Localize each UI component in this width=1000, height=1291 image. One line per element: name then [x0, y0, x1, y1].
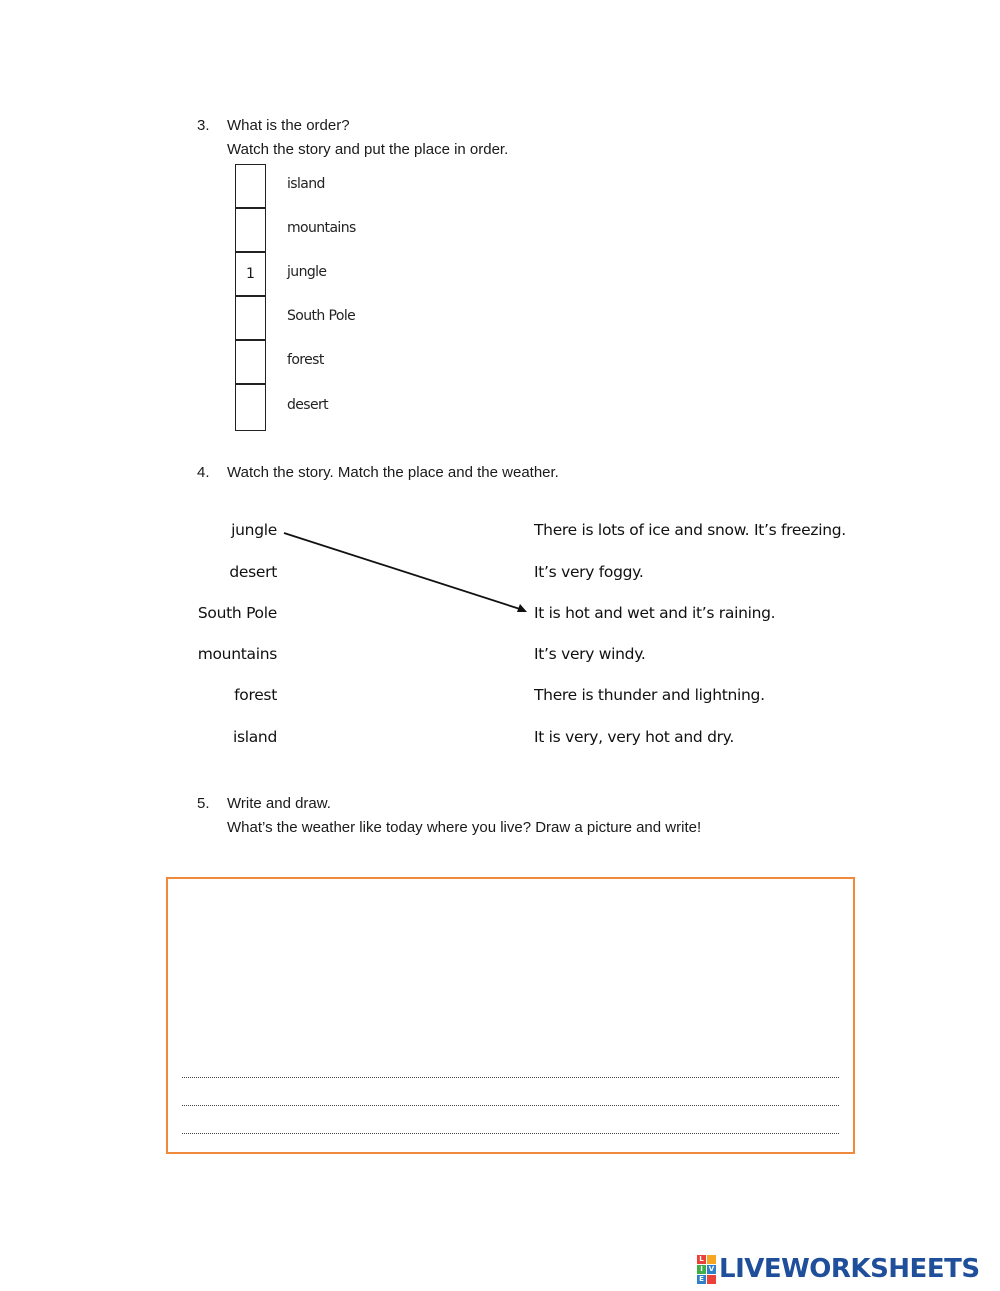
weather-thunder-lightning[interactable]: There is thunder and lightning.: [534, 686, 765, 704]
order-label-jungle: jungle: [287, 264, 327, 280]
weather-ice-snow[interactable]: There is lots of ice and snow. It’s freezing.: [534, 521, 846, 539]
order-label-island: island: [287, 176, 325, 192]
order-label-mountains: mountains: [287, 220, 356, 236]
place-mountains[interactable]: mountains: [197, 645, 277, 663]
place-jungle[interactable]: jungle: [231, 521, 277, 539]
arrow-head: [517, 604, 527, 612]
place-island[interactable]: island: [232, 728, 277, 746]
weather-hot-dry[interactable]: It is very, very hot and dry.: [534, 728, 734, 746]
order-box-jungle[interactable]: 1: [235, 252, 266, 296]
logo-squares-icon: [697, 1255, 716, 1284]
writing-line-2[interactable]: [182, 1105, 839, 1106]
q3-title: What is the order?: [227, 117, 350, 134]
logo-text: LIVEWORKSHEETS: [719, 1254, 980, 1284]
writing-line-1[interactable]: [182, 1077, 839, 1078]
order-label-desert: desert: [287, 397, 329, 413]
q5-instruction: What’s the weather like today where you live? Draw a picture and write!: [227, 819, 702, 836]
order-label-south-pole: South Pole: [287, 308, 356, 324]
weather-foggy[interactable]: It’s very foggy.: [534, 563, 644, 581]
logo-letter-e: E: [697, 1275, 706, 1284]
writing-line-3[interactable]: [182, 1133, 839, 1134]
place-south-pole[interactable]: South Pole: [197, 604, 277, 622]
weather-hot-wet-raining[interactable]: It is hot and wet and it’s raining.: [534, 604, 776, 622]
logo-square: [707, 1255, 716, 1264]
arrow-line: [284, 533, 520, 609]
logo-square: [707, 1275, 716, 1284]
place-forest[interactable]: forest: [234, 686, 277, 704]
q4-number: 4.: [197, 464, 210, 481]
logo-letter-l: L: [697, 1255, 706, 1264]
logo-letter-v: V: [708, 1265, 715, 1273]
order-label-forest: forest: [287, 352, 324, 368]
q5-number: 5.: [197, 795, 210, 812]
weather-windy[interactable]: It’s very windy.: [534, 645, 646, 663]
place-desert[interactable]: desert: [229, 563, 277, 581]
drawing-area[interactable]: [166, 877, 855, 1154]
liveworksheets-logo: [697, 1254, 980, 1284]
q3-instruction: Watch the story and put the place in order.: [227, 141, 509, 158]
q3-number: 3.: [197, 117, 210, 134]
logo-letter-i: I: [697, 1265, 706, 1274]
q5-title: Write and draw.: [227, 795, 331, 812]
q4-title: Watch the story. Match the place and the weather.: [227, 464, 559, 481]
